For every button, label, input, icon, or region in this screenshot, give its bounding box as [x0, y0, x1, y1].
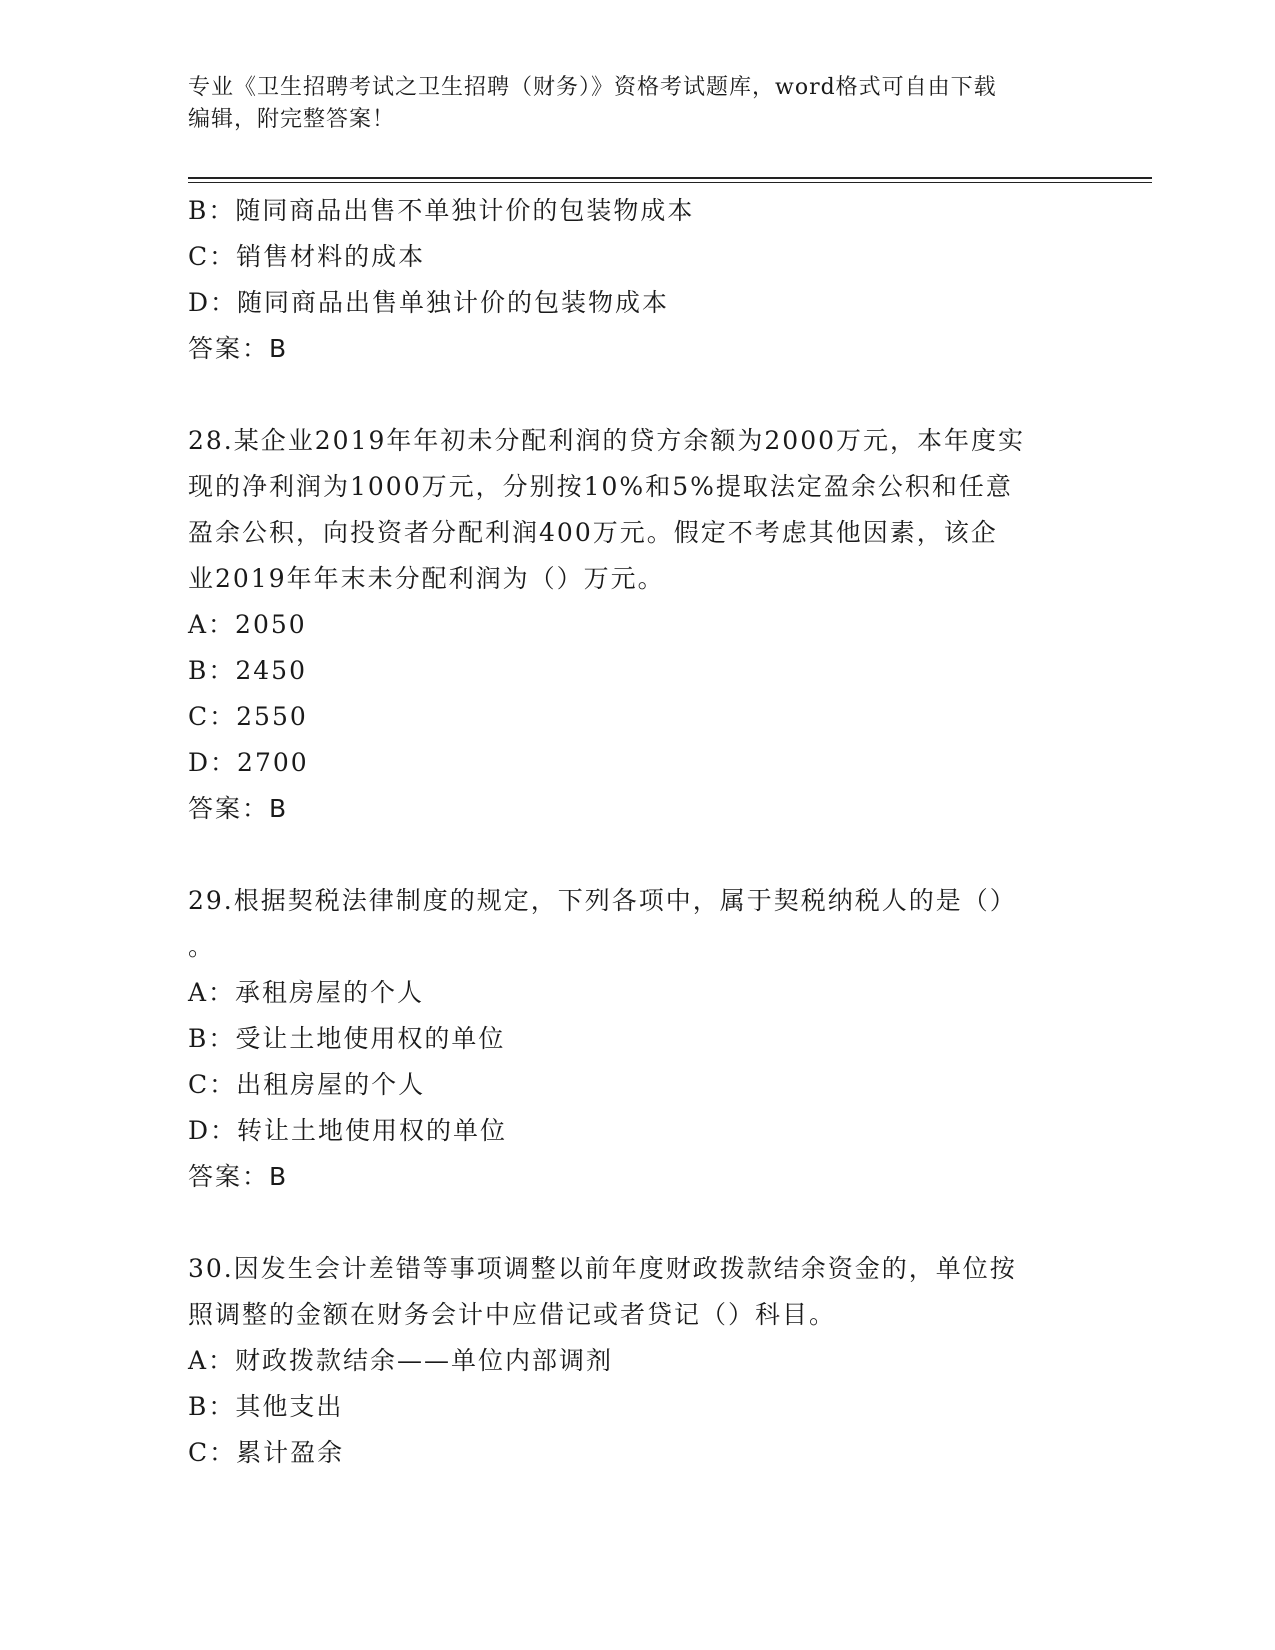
option-b: B：2450	[188, 656, 307, 685]
question-27-fragment	[188, 188, 1088, 372]
question-stem-line: 30.因发生会计差错等事项调整以前年度财政拨款结余资金的，单位按	[188, 1254, 1017, 1283]
question-30	[188, 1246, 1088, 1476]
option-b: B：其他支出	[188, 1392, 344, 1421]
option-d: D：2700	[188, 748, 309, 777]
question-content	[188, 188, 1088, 1476]
answer-label: 答案：B	[188, 794, 289, 823]
header-divider-thick	[188, 177, 1152, 179]
question-stem-line: 盈余公积，向投资者分配利润400万元。假定不考虑其他因素，该企	[188, 518, 998, 547]
answer-label: 答案：B	[188, 334, 289, 363]
question-29	[188, 878, 1088, 1200]
option-a: A：承租房屋的个人	[188, 978, 425, 1007]
option-d: D：随同商品出售单独计价的包装物成本	[188, 288, 670, 317]
option-c: C：2550	[188, 702, 308, 731]
option-a: A：2050	[188, 610, 307, 639]
spacer	[188, 1200, 1088, 1246]
spacer	[188, 372, 1088, 418]
spacer	[188, 832, 1088, 878]
question-stem-line: 28.某企业2019年年初未分配利润的贷方余额为2000万元，本年度实	[188, 426, 1026, 455]
question-stem-line: 。	[188, 932, 216, 961]
question-stem-line: 照调整的金额在财务会计中应借记或者贷记（）科目。	[188, 1300, 837, 1329]
header-line-1: 专业《卫生招聘考试之卫生招聘（财务）》资格考试题库，word格式可自由下载	[188, 75, 997, 100]
option-c: C：销售材料的成本	[188, 242, 426, 271]
option-a: A：财政拨款结余——单位内部调剂	[188, 1346, 614, 1375]
option-d: D：转让土地使用权的单位	[188, 1116, 508, 1145]
answer-label: 答案：B	[188, 1162, 289, 1191]
question-28	[188, 418, 1088, 832]
header-divider-thin	[188, 182, 1152, 183]
option-b: B：受让土地使用权的单位	[188, 1024, 506, 1053]
question-stem-line: 29.根据契税法律制度的规定，下列各项中，属于契税纳税人的是（）	[188, 886, 1017, 915]
option-c: C：累计盈余	[188, 1438, 345, 1467]
question-stem-line: 业2019年年末未分配利润为（）万元。	[188, 564, 665, 593]
option-c: C：出租房屋的个人	[188, 1070, 426, 1099]
question-stem-line: 现的净利润为1000万元，分别按10%和5%提取法定盈余公积和任意	[188, 472, 1013, 501]
header-line-2: 编辑，附完整答案！	[188, 107, 396, 132]
option-b: B：随同商品出售不单独计价的包装物成本	[188, 196, 695, 225]
document-header	[188, 72, 1088, 136]
